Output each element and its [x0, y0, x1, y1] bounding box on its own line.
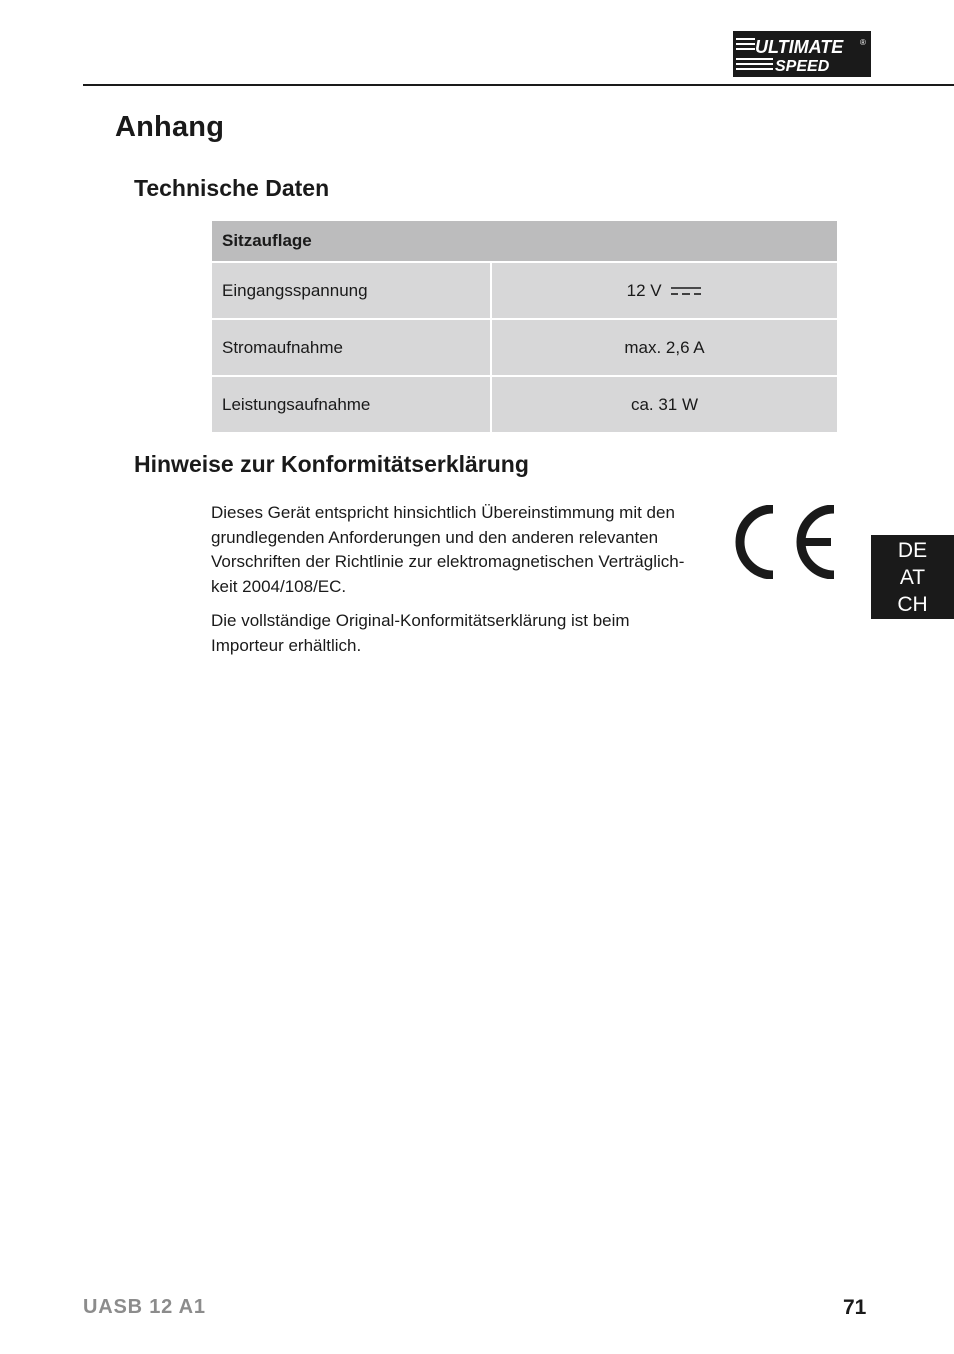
language-code: CH	[897, 592, 928, 616]
svg-text:®: ®	[860, 38, 866, 47]
spec-table	[212, 221, 837, 432]
spec-table-header-row	[212, 221, 837, 262]
spec-value: 12 V	[626, 280, 662, 300]
page-number: 71	[843, 1296, 867, 1319]
language-tab	[871, 535, 954, 619]
ultimate-speed-logo	[733, 31, 871, 77]
spec-value: ca. 31 W	[491, 376, 837, 432]
page-title: Anhang	[115, 111, 225, 143]
footer-model: UASB 12 A1	[83, 1296, 206, 1318]
table-row	[212, 319, 837, 376]
section-title-technical-data: Technische Daten	[134, 175, 330, 201]
spec-table-header: Sitzauflage	[212, 221, 837, 262]
spec-label: Eingangsspannung	[212, 262, 491, 319]
spec-value: max. 2,6 A	[491, 319, 837, 376]
svg-text:SPEED: SPEED	[775, 58, 830, 75]
spec-label: Stromaufnahme	[212, 319, 491, 376]
conformity-paragraph: Dieses Gerät entspricht hinsichtlich Übereinstimmung mit den grundlegenden Anforderungen und den anderen relevanten Vorschriften der Richtlinie zur elektromagnetischen Verträglich-keit 2004/108/EC.	[211, 503, 685, 596]
svg-text:ULTIMATE: ULTIMATE	[755, 37, 844, 57]
spec-value-cell	[491, 262, 837, 319]
conformity-paragraph: Die vollständige Original-Konformitätserklärung ist beim Importeur erhältlich.	[211, 611, 630, 655]
header-rule	[83, 84, 954, 86]
table-row	[212, 262, 837, 319]
language-code: AT	[899, 565, 926, 589]
spec-label: Leistungsaufnahme	[212, 376, 491, 432]
ce-mark-icon	[733, 505, 839, 579]
table-row	[212, 376, 837, 432]
section-title-conformity: Hinweise zur Konformitätserklärung	[134, 451, 529, 477]
dc-icon	[670, 285, 702, 297]
language-code: DE	[897, 538, 928, 562]
